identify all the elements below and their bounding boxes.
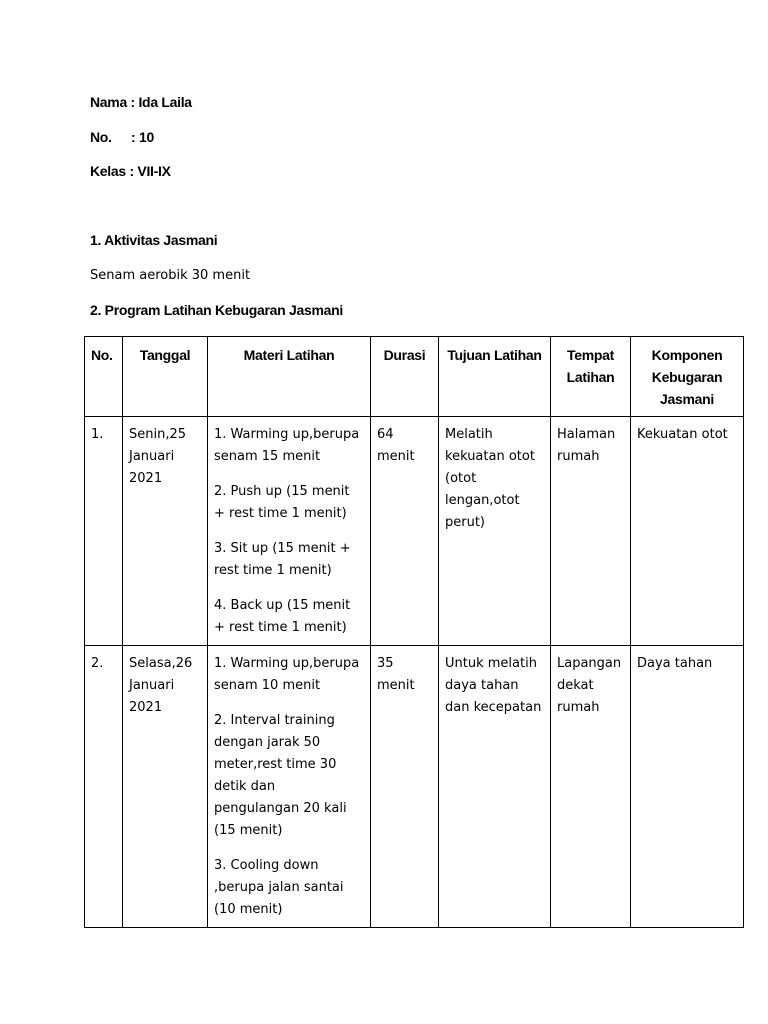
student-number-value: : 10 [131, 129, 154, 145]
student-number-label: No. [90, 129, 112, 145]
student-class: Kelas : VII-IX [90, 163, 171, 179]
header-materi: Materi Latihan [208, 337, 371, 417]
cell-tempat: Halaman rumah [551, 417, 631, 646]
cell-durasi: 64 menit [371, 417, 439, 646]
materi-step: 2. Push up (15 menit + rest time 1 menit) [214, 484, 350, 521]
section-2-heading: 2. Program Latihan Kebugaran Jasmani [90, 302, 343, 318]
table-header-row [85, 337, 744, 417]
cell-tujuan: Melatih kekuatan otot (otot lengan,otot perut) [439, 417, 551, 646]
cell-materi [208, 646, 371, 928]
cell-tempat: Lapangan dekat rumah [551, 646, 631, 928]
header-tanggal: Tanggal [123, 337, 208, 417]
materi-step: 3. Cooling down ,berupa jalan santai (10 menit) [214, 858, 344, 917]
student-name: Nama : Ida Laila [90, 94, 192, 110]
cell-tanggal: Selasa,26 Januari 2021 [123, 646, 208, 928]
cell-no: 1. [85, 417, 123, 646]
materi-step: 2. Interval training dengan jarak 50 meter,rest time 30 detik dan pengulangan 20 kali (15 menit) [214, 713, 347, 838]
table-row [85, 417, 744, 646]
cell-tujuan: Untuk melatih daya tahan dan kecepatan [439, 646, 551, 928]
materi-step: 1. Warming up,berupa senam 15 menit [214, 427, 360, 464]
materi-step: 3. Sit up (15 menit + rest time 1 menit) [214, 541, 351, 578]
header-durasi: Durasi [371, 337, 439, 417]
cell-komponen: Daya tahan [631, 646, 744, 928]
header-tujuan: Tujuan Latihan [439, 337, 551, 417]
student-number [90, 129, 154, 145]
header-komponen: Komponen Kebugaran Jasmani [631, 337, 744, 417]
cell-komponen: Kekuatan otot [631, 417, 744, 646]
section-1-heading: 1. Aktivitas Jasmani [90, 232, 218, 248]
cell-durasi: 35 menit [371, 646, 439, 928]
materi-step: 4. Back up (15 menit + rest time 1 menit) [214, 598, 351, 635]
section-1-text: Senam aerobik 30 menit [90, 268, 251, 283]
cell-no: 2. [85, 646, 123, 928]
header-no: No. [85, 337, 123, 417]
materi-step: 1. Warming up,berupa senam 10 menit [214, 656, 360, 693]
training-program-table [84, 336, 744, 928]
cell-tanggal: Senin,25 Januari 2021 [123, 417, 208, 646]
table-row [85, 646, 744, 928]
cell-materi [208, 417, 371, 646]
header-tempat: Tempat Latihan [551, 337, 631, 417]
